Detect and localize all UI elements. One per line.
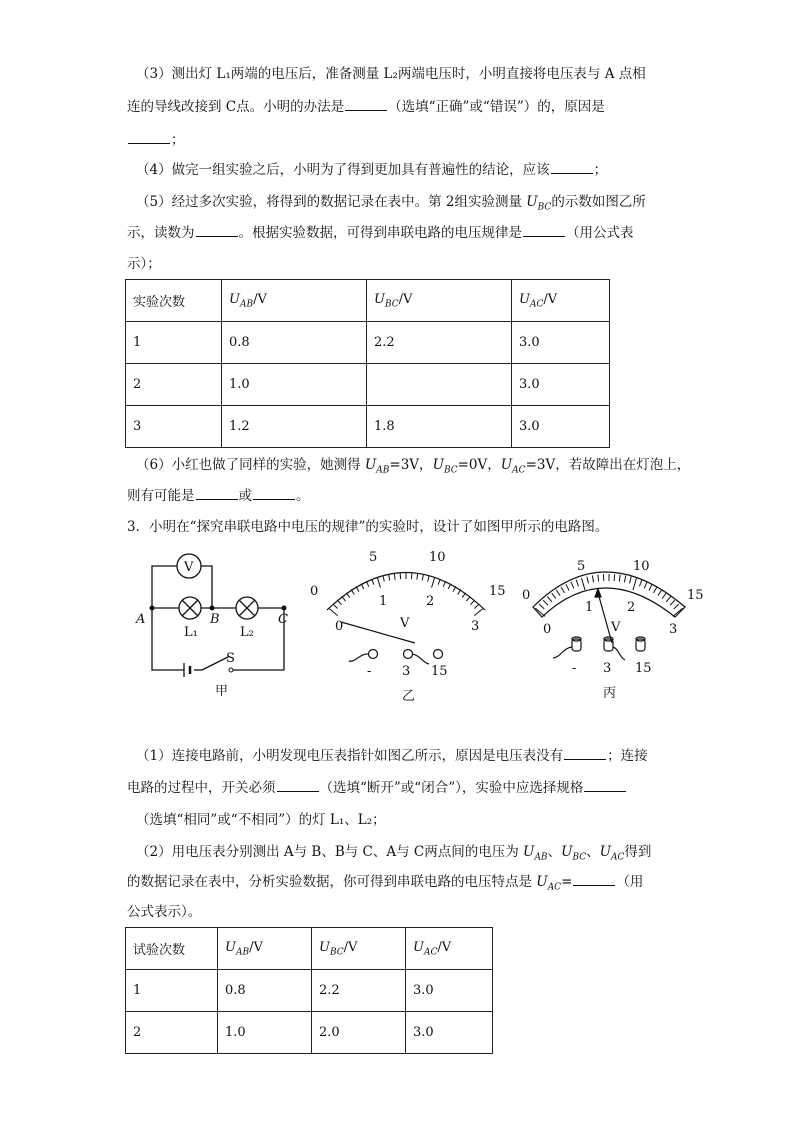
scale-tick <box>654 587 658 593</box>
q2-part5-line3: 示）； <box>127 256 161 272</box>
q2-part5-text-a: 示，读数为 <box>127 225 195 241</box>
scale-tick <box>383 576 384 582</box>
scale-tick <box>346 593 350 598</box>
q2-part3-line1: （3）测出灯 L₁两端的电压后，准备测量 L₂两端电压时，小明直接将电压表与 A 点相 <box>136 66 646 82</box>
caption-bing: 丙 <box>603 686 617 701</box>
table-row <box>126 1012 493 1054</box>
scale-tick <box>333 604 337 608</box>
table-header-row <box>126 928 493 970</box>
q3-part1-line3: （选填“相同”或“不相同”）的灯 L₁、L₂； <box>136 812 386 828</box>
scale-tick <box>377 577 380 587</box>
scale-tick <box>428 576 429 582</box>
scale-tick <box>432 577 435 587</box>
table-cell-empty[interactable] <box>367 364 512 406</box>
table-cell: 1.2 <box>222 406 367 448</box>
q2-part6-text-b: 或 <box>238 488 252 504</box>
table-row <box>126 406 610 448</box>
lamp2-label: L₂ <box>240 625 254 640</box>
table-cell: 1.0 <box>218 1012 312 1054</box>
q3-title: 3．小明在“探究串联电路中电压的规律”的实验时，设计了如图甲所示的电路图。 <box>127 519 609 535</box>
scale-tick <box>561 587 565 593</box>
scale-top-5: 5 <box>369 550 378 565</box>
q3-part2-line2 <box>127 872 643 898</box>
scale-tick <box>556 590 560 596</box>
scale-tick <box>389 575 390 581</box>
q3-part1-line2 <box>127 778 627 798</box>
scale-top-10: 10 <box>429 550 446 565</box>
q2-part3-text-c: ； <box>171 132 185 148</box>
scale-tick <box>630 577 632 584</box>
q3-part2-text-a: 的数据记录在表中，分析实验数据，你可得到串联电路的电压特点是 $U_{AC}=$ <box>127 874 573 893</box>
voltmeter-yi <box>305 545 510 705</box>
scale-tick <box>417 574 418 580</box>
table-cell: 3.0 <box>406 970 493 1012</box>
q2-part5-line2 <box>127 223 634 243</box>
scale-tick <box>571 582 574 588</box>
table-header-cell: $U_{AC}/V$ <box>512 280 610 322</box>
scale-tick <box>649 584 652 590</box>
table-header-cell: $U_{AC}/V$ <box>406 928 493 970</box>
meter-symbol: V <box>611 620 621 635</box>
table-cell: 3.0 <box>512 364 610 406</box>
scale-bottom-1: 1 <box>585 600 594 615</box>
q3-part2-line3: 公式表示）。 <box>127 904 202 920</box>
q2-part6-text-a: 则有可能是 <box>127 488 195 504</box>
answer-blank[interactable] <box>253 486 295 500</box>
terminal-minus: - <box>367 664 372 679</box>
scale-tick <box>552 593 556 599</box>
q2-data-table <box>125 279 610 448</box>
switch-label: S <box>226 651 235 666</box>
table-header-cell: 试验次数 <box>126 928 218 970</box>
scale-tick <box>670 600 675 605</box>
terminal-3: 3 <box>402 664 411 679</box>
scale-tick <box>539 604 544 609</box>
table-row <box>126 364 610 406</box>
scale-bottom-0: 0 <box>335 619 344 634</box>
terminal-minus: - <box>572 661 577 676</box>
q3-part1-line1 <box>136 746 648 766</box>
table-cell: 1.0 <box>222 364 367 406</box>
scale-tick <box>598 575 599 582</box>
q2-part4-text-a: （4）做完一组实验之后，小明为了得到更加具有普遍性的结论，应该 <box>136 162 550 178</box>
scale-tick <box>342 596 346 601</box>
scale-tick <box>329 609 337 616</box>
answer-blank[interactable] <box>573 872 615 886</box>
q2-part5-text-c: （用公式表 <box>566 225 634 241</box>
answer-blank[interactable] <box>345 97 387 111</box>
scale-tick <box>474 604 478 608</box>
q2-part3-line2 <box>127 97 605 117</box>
table-cell: 0.8 <box>222 322 367 364</box>
q3-part1-text-c: 电路的过程中，开关必须 <box>127 780 276 796</box>
scale-tick <box>619 575 620 582</box>
q2-part6-text-c: 。 <box>296 488 310 504</box>
table-cell: 2.0 <box>312 1012 406 1054</box>
q2-part5-line1 <box>136 192 646 218</box>
table-row <box>126 970 493 1012</box>
answer-blank[interactable] <box>523 223 565 237</box>
scale-tick <box>658 590 662 596</box>
scale-top-10: 10 <box>633 559 650 574</box>
terminal-15: 15 <box>431 664 448 679</box>
scale-tick <box>474 609 482 616</box>
table-header-cell: $U_{BC}/V$ <box>312 928 406 970</box>
table-cell: 2 <box>126 1012 218 1054</box>
table-cell: 1.8 <box>367 406 512 448</box>
scale-tick <box>581 578 585 590</box>
table-cell: 1 <box>126 322 222 364</box>
scale-bottom-1: 1 <box>379 594 388 609</box>
table-cell: 3 <box>126 406 222 448</box>
answer-blank[interactable] <box>196 223 238 237</box>
table-cell: 3.0 <box>406 1012 493 1054</box>
scale-tick <box>372 579 374 585</box>
table-header-cell: 实验次数 <box>126 280 222 322</box>
scale-tick <box>633 578 637 590</box>
scale-tick <box>543 600 548 605</box>
table-header-cell: $U_{AB}/V$ <box>218 928 312 970</box>
scale-tick <box>422 575 423 581</box>
table-cell: 2.2 <box>367 322 512 364</box>
scale-tick <box>547 596 551 601</box>
scale-tick <box>337 600 341 604</box>
scale-tick <box>662 593 666 599</box>
scale-bottom-0: 0 <box>543 622 552 637</box>
table-cell: 2 <box>126 364 222 406</box>
table-cell: 1 <box>126 970 218 1012</box>
answer-blank[interactable] <box>277 778 319 792</box>
scale-tick <box>394 574 395 580</box>
scale-top-0: 0 <box>310 584 319 599</box>
q3-part2-text-b: （用 <box>616 874 644 890</box>
scale-tick <box>566 584 569 590</box>
answer-blank[interactable] <box>584 778 626 792</box>
point-b-label: B <box>210 612 220 627</box>
scale-tick <box>462 593 466 598</box>
q3-part1-text-d: （选填“断开”或“闭合”），实验中应选择规格 <box>319 780 584 796</box>
q2-part5-line1-text: （5）经过多次实验，将得到的数据记录在表中。第 2组实验测量 $U_{BC}$的示数如图乙所 <box>136 194 646 213</box>
table-cell: 3.0 <box>512 406 610 448</box>
point-c-label: C <box>278 612 288 627</box>
q2-part6-line1: （6）小红也做了同样的实验，她测得 $U_{AB}=3V$，$U_{BC}=0V$，$U_{AC}=3V$，若故障出在灯泡上， <box>136 457 691 476</box>
q2-part3-text-a: 连的导线改接到 C点。小明的办法是 <box>127 99 345 115</box>
q2-part4-text-b: ； <box>593 162 608 178</box>
scale-tick <box>592 575 593 582</box>
scale-tick <box>438 579 440 585</box>
scale-tick <box>674 604 679 609</box>
scale-tick <box>576 580 578 587</box>
scale-tick <box>666 596 670 601</box>
answer-blank[interactable] <box>564 746 606 760</box>
answer-blank[interactable] <box>196 486 238 500</box>
q2-part6-line2 <box>127 486 310 506</box>
scale-tick <box>471 600 475 604</box>
q3-part1-text-b: ；连接 <box>607 748 648 764</box>
point-a-label: A <box>136 612 146 627</box>
q3-data-table <box>125 927 493 1054</box>
caption-jia: 甲 <box>215 684 229 699</box>
scale-top-15: 15 <box>687 588 704 603</box>
scale-bottom-3: 3 <box>471 619 480 634</box>
q3-part1-text-a: （1）连接电路前，小明发现电压表指针如图乙所示，原因是电压表没有 <box>136 748 564 764</box>
q2-part3-line3 <box>127 130 185 150</box>
scale-bottom-2: 2 <box>627 600 636 615</box>
scale-tick <box>673 608 683 616</box>
table-cell: 2.2 <box>312 970 406 1012</box>
scale-tick <box>466 596 470 601</box>
q3-part2-line1: （2）用电压表分别测出 A与 B、B与 C、A与 C两点间的电压为 $U_{AB}$、$U_{BC}$、$U_{AC}$得到 <box>136 844 652 863</box>
terminal-15: 15 <box>635 661 652 676</box>
scale-tick <box>624 575 625 582</box>
terminal-3: 3 <box>603 661 612 676</box>
scale-top-5: 5 <box>577 559 586 574</box>
meter-symbol: V <box>400 616 410 631</box>
voltmeter-bing <box>515 545 715 705</box>
table-cell: 3.0 <box>512 322 610 364</box>
q2-part5-text-b: 。根据实验数据，可得到串联电路的电压规律是 <box>238 225 522 241</box>
scale-bottom-2: 2 <box>426 594 435 609</box>
table-cell: 0.8 <box>218 970 312 1012</box>
table-header-cell: $U_{AB}/V$ <box>222 280 367 322</box>
voltmeter-label: V <box>184 560 194 575</box>
caption-yi: 乙 <box>402 689 416 704</box>
table-header-cell: $U_{BC}/V$ <box>367 280 512 322</box>
scale-top-0: 0 <box>522 588 531 603</box>
table-row <box>126 322 610 364</box>
answer-blank[interactable] <box>551 160 593 174</box>
scale-tick <box>644 582 647 588</box>
scale-tick <box>639 580 641 587</box>
scale-top-15: 15 <box>489 584 506 599</box>
answer-blank[interactable] <box>128 130 170 144</box>
q2-part4 <box>136 160 607 180</box>
circuit-diagram <box>132 545 302 700</box>
lamp1-label: L₁ <box>184 625 198 640</box>
table-header-row <box>126 280 610 322</box>
scale-tick <box>587 577 589 584</box>
scale-bottom-3: 3 <box>669 622 678 637</box>
q2-part3-text-b: （选填“正确”或“错误”）的，原因是 <box>388 99 605 115</box>
